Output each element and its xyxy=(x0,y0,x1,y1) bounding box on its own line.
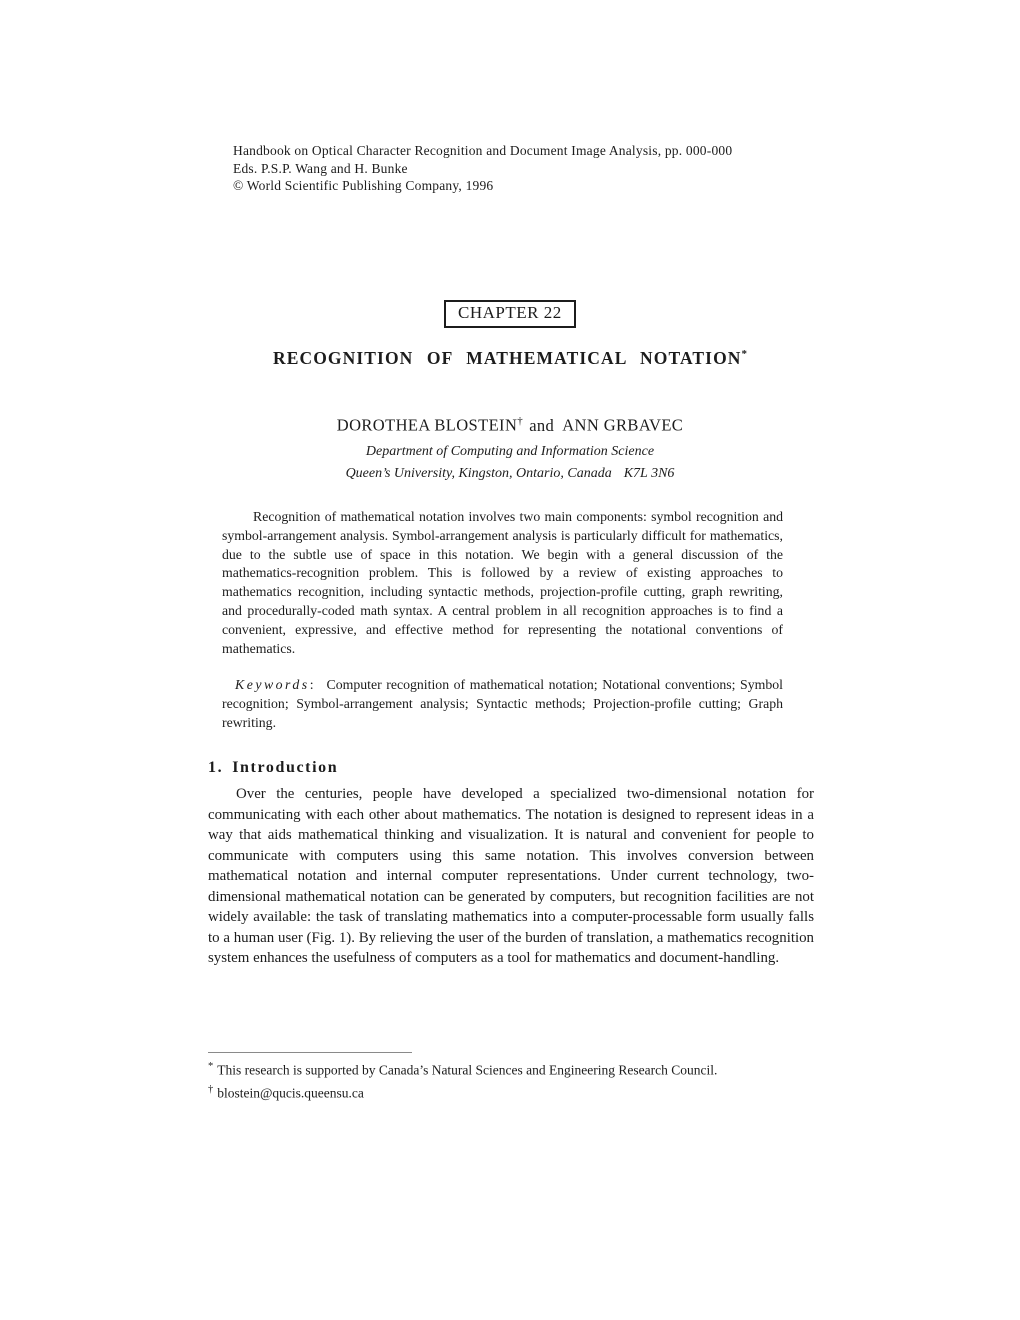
author-1: DOROTHEA BLOSTEIN xyxy=(336,415,518,435)
footnote-email xyxy=(208,1080,818,1103)
footnote-divider xyxy=(208,1052,412,1053)
affiliation-department: Department of Computing and Information Science xyxy=(365,444,655,459)
keywords-paragraph xyxy=(222,676,783,732)
publication-header-line-2: Eds. P.S.P. Wang and H. Bunke xyxy=(233,160,408,176)
abstract-paragraph: Recognition of mathematical notation involves two main components: symbol recognition and symbol-arrangement analysis. Symbol-arrangement analysis is particularly difficult for mathematics, due to the subtle use of space in this notation. We begin with a general discussion of the mathematics-recognition problem. This is followed by a review of existing approaches to mathematics recognition, including syntactic methods, projection-profile cutting, graph rewriting, and procedurally-coded math syntax. A central problem in all recognition approaches is to find a convenient, expressive, and effective method for representing the notational conventions of mathematics. xyxy=(222,509,783,656)
publication-header xyxy=(233,142,732,195)
paper-title xyxy=(0,348,1020,369)
introduction-paragraph: Over the centuries, people have developed a specialized two-dimensional notation for communicating with each other about mathematics. The notation is designed to represent ideas in a way that aids mathematical thinking and visualization. It is natural and convenient for people to communicate with computers using this same notation. This involves conversion between mathematical notation and internal computer representations. Under current technology, two-dimensional mathematical notation can be generated by computers, but recognition facilities are not widely available: the task of translating mathematics into a computer-processable form usually falls to a human user (Fig. 1). By relieving the user of the burden of translation, a mathematics recognition system enhances the usefulness of computers as a tool for mathematics and document-handling. xyxy=(208,786,814,966)
section-1-number: 1. xyxy=(208,759,224,776)
author-2: ANN GRBAVEC xyxy=(562,415,684,435)
affiliation-university: Queen’s University, Kingston, Ontario, Canada xyxy=(345,466,612,481)
authors-connector: and xyxy=(529,415,555,435)
keywords-label: Keywords xyxy=(235,677,310,692)
authors-line xyxy=(0,415,1020,436)
title-footnote-marker: * xyxy=(741,348,748,361)
section-1-title: Introduction xyxy=(232,759,339,776)
affiliation-university-line xyxy=(0,463,1020,485)
footnote-funding-text: This research is supported by Canada’s Natural Sciences and Engineering Research Council. xyxy=(217,1062,718,1078)
author-1-footnote-marker: † xyxy=(517,415,524,427)
paper-title-text: RECOGNITION OF MATHEMATICAL NOTATION xyxy=(272,348,742,368)
chapter-badge xyxy=(444,300,576,328)
footnote-funding xyxy=(208,1057,818,1080)
affiliation-postal-code: K7L 3N6 xyxy=(623,466,675,481)
affiliation xyxy=(0,441,1020,485)
chapter-badge-label: CHAPTER 22 xyxy=(458,303,562,322)
footnote-email-marker: † xyxy=(208,1084,214,1095)
footnote-funding-marker: * xyxy=(208,1061,214,1072)
footnote-email-text: blostein@qucis.queensu.ca xyxy=(217,1085,364,1101)
keywords-text: Computer recognition of mathematical notation; Notational conventions; Symbol recognition; Symbol-arrangement analysis; Syntactic methods; Projection-profile cutting; Graph rewriting. xyxy=(222,677,783,730)
keywords-separator: : xyxy=(309,677,314,692)
footnotes xyxy=(208,1057,818,1103)
publication-header-line-3: © World Scientific Publishing Company, 1996 xyxy=(233,178,494,193)
section-1-heading xyxy=(208,759,338,777)
publication-header-line-1: Handbook on Optical Character Recognition and Document Image Analysis, pp. 000-000 xyxy=(233,143,733,158)
